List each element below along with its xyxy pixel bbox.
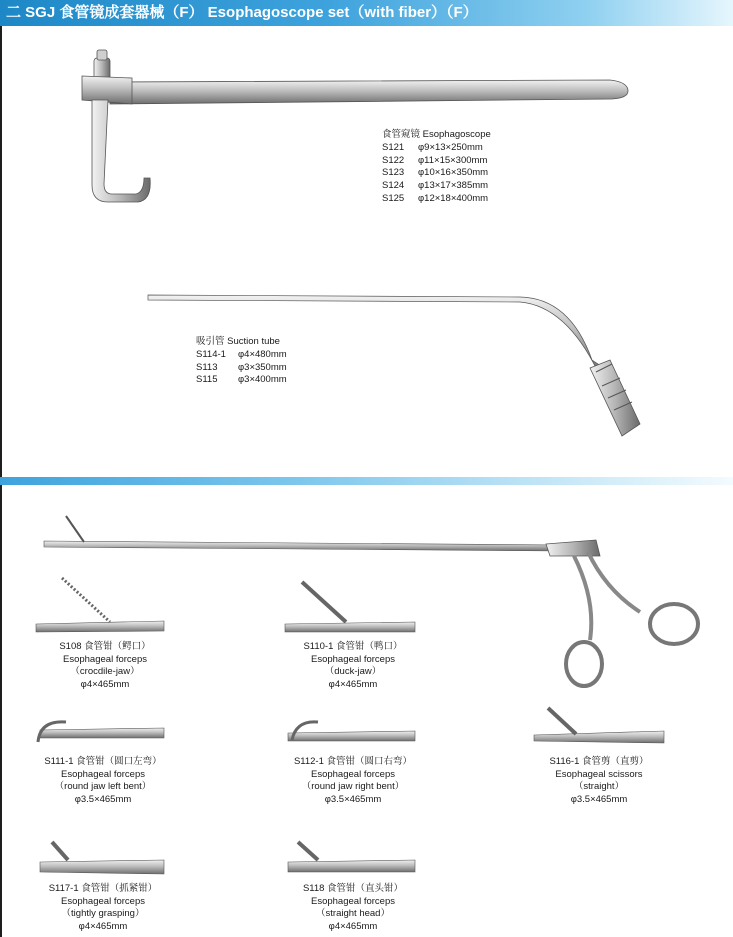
caption-s110: S110-1 食管钳（鸭口） Esophageal forceps （duck-jaw） φ4×465mm [303, 641, 403, 690]
spec-title: 食管窥镜 Esophagoscope [382, 129, 491, 140]
spec-row: S121 φ9×13×250mm [382, 141, 483, 153]
forceps-s110-image [285, 582, 415, 632]
caption-s111: S111-1 食管钳（圆口左弯） Esophageal forceps （round jaw left bent） φ3.5×465mm [44, 756, 162, 805]
scissors-s116-image [534, 708, 664, 743]
spec-row: S113 φ3×350mm [196, 361, 287, 373]
forceps-s111-image [38, 722, 164, 742]
page-title: 二 SGJ 食管镜成套器械（F） Esophagoscope set（with fiber）（F） [0, 0, 733, 26]
spec-row: S125 φ12×18×400mm [382, 192, 489, 204]
caption-s117: S117-1 食管钳（抓紧钳） Esophageal forceps （tightly grasping） φ4×465mm [48, 883, 158, 932]
forceps-s108-image [36, 578, 164, 632]
esophagoscope-spec [382, 129, 491, 206]
spec-row: S123 φ10×16×350mm [382, 167, 489, 179]
spec-row: S124 φ13×17×385mm [382, 180, 489, 192]
forceps-s117-image [40, 842, 164, 874]
suction-tube-spec [196, 336, 287, 387]
esophagoscope-image [82, 50, 628, 202]
caption-s116: S116-1 食管剪（直剪） Esophageal scissors （straight） φ3.5×465mm [549, 756, 649, 805]
forceps-s112-image [288, 722, 415, 741]
spec-row: S114-1 φ4×480mm [196, 348, 287, 360]
caption-s118: S118 食管钳（直头钳） Esophageal forceps （straight head） φ4×465mm [302, 883, 404, 932]
spec-title: 吸引管 Suction tube [196, 336, 280, 347]
forceps-s118-image [288, 842, 415, 872]
caption-s112: S112-1 食管钳（圆口右弯） Esophageal forceps （round jaw right bent） φ3.5×465mm [293, 756, 413, 805]
spec-row: S115 φ3×400mm [196, 374, 287, 386]
caption-s108: S108 食管钳（鳄口） Esophageal forceps （crocdile-jaw） φ4×465mm [59, 641, 151, 690]
spec-row: S122 φ11×15×300mm [382, 154, 488, 166]
